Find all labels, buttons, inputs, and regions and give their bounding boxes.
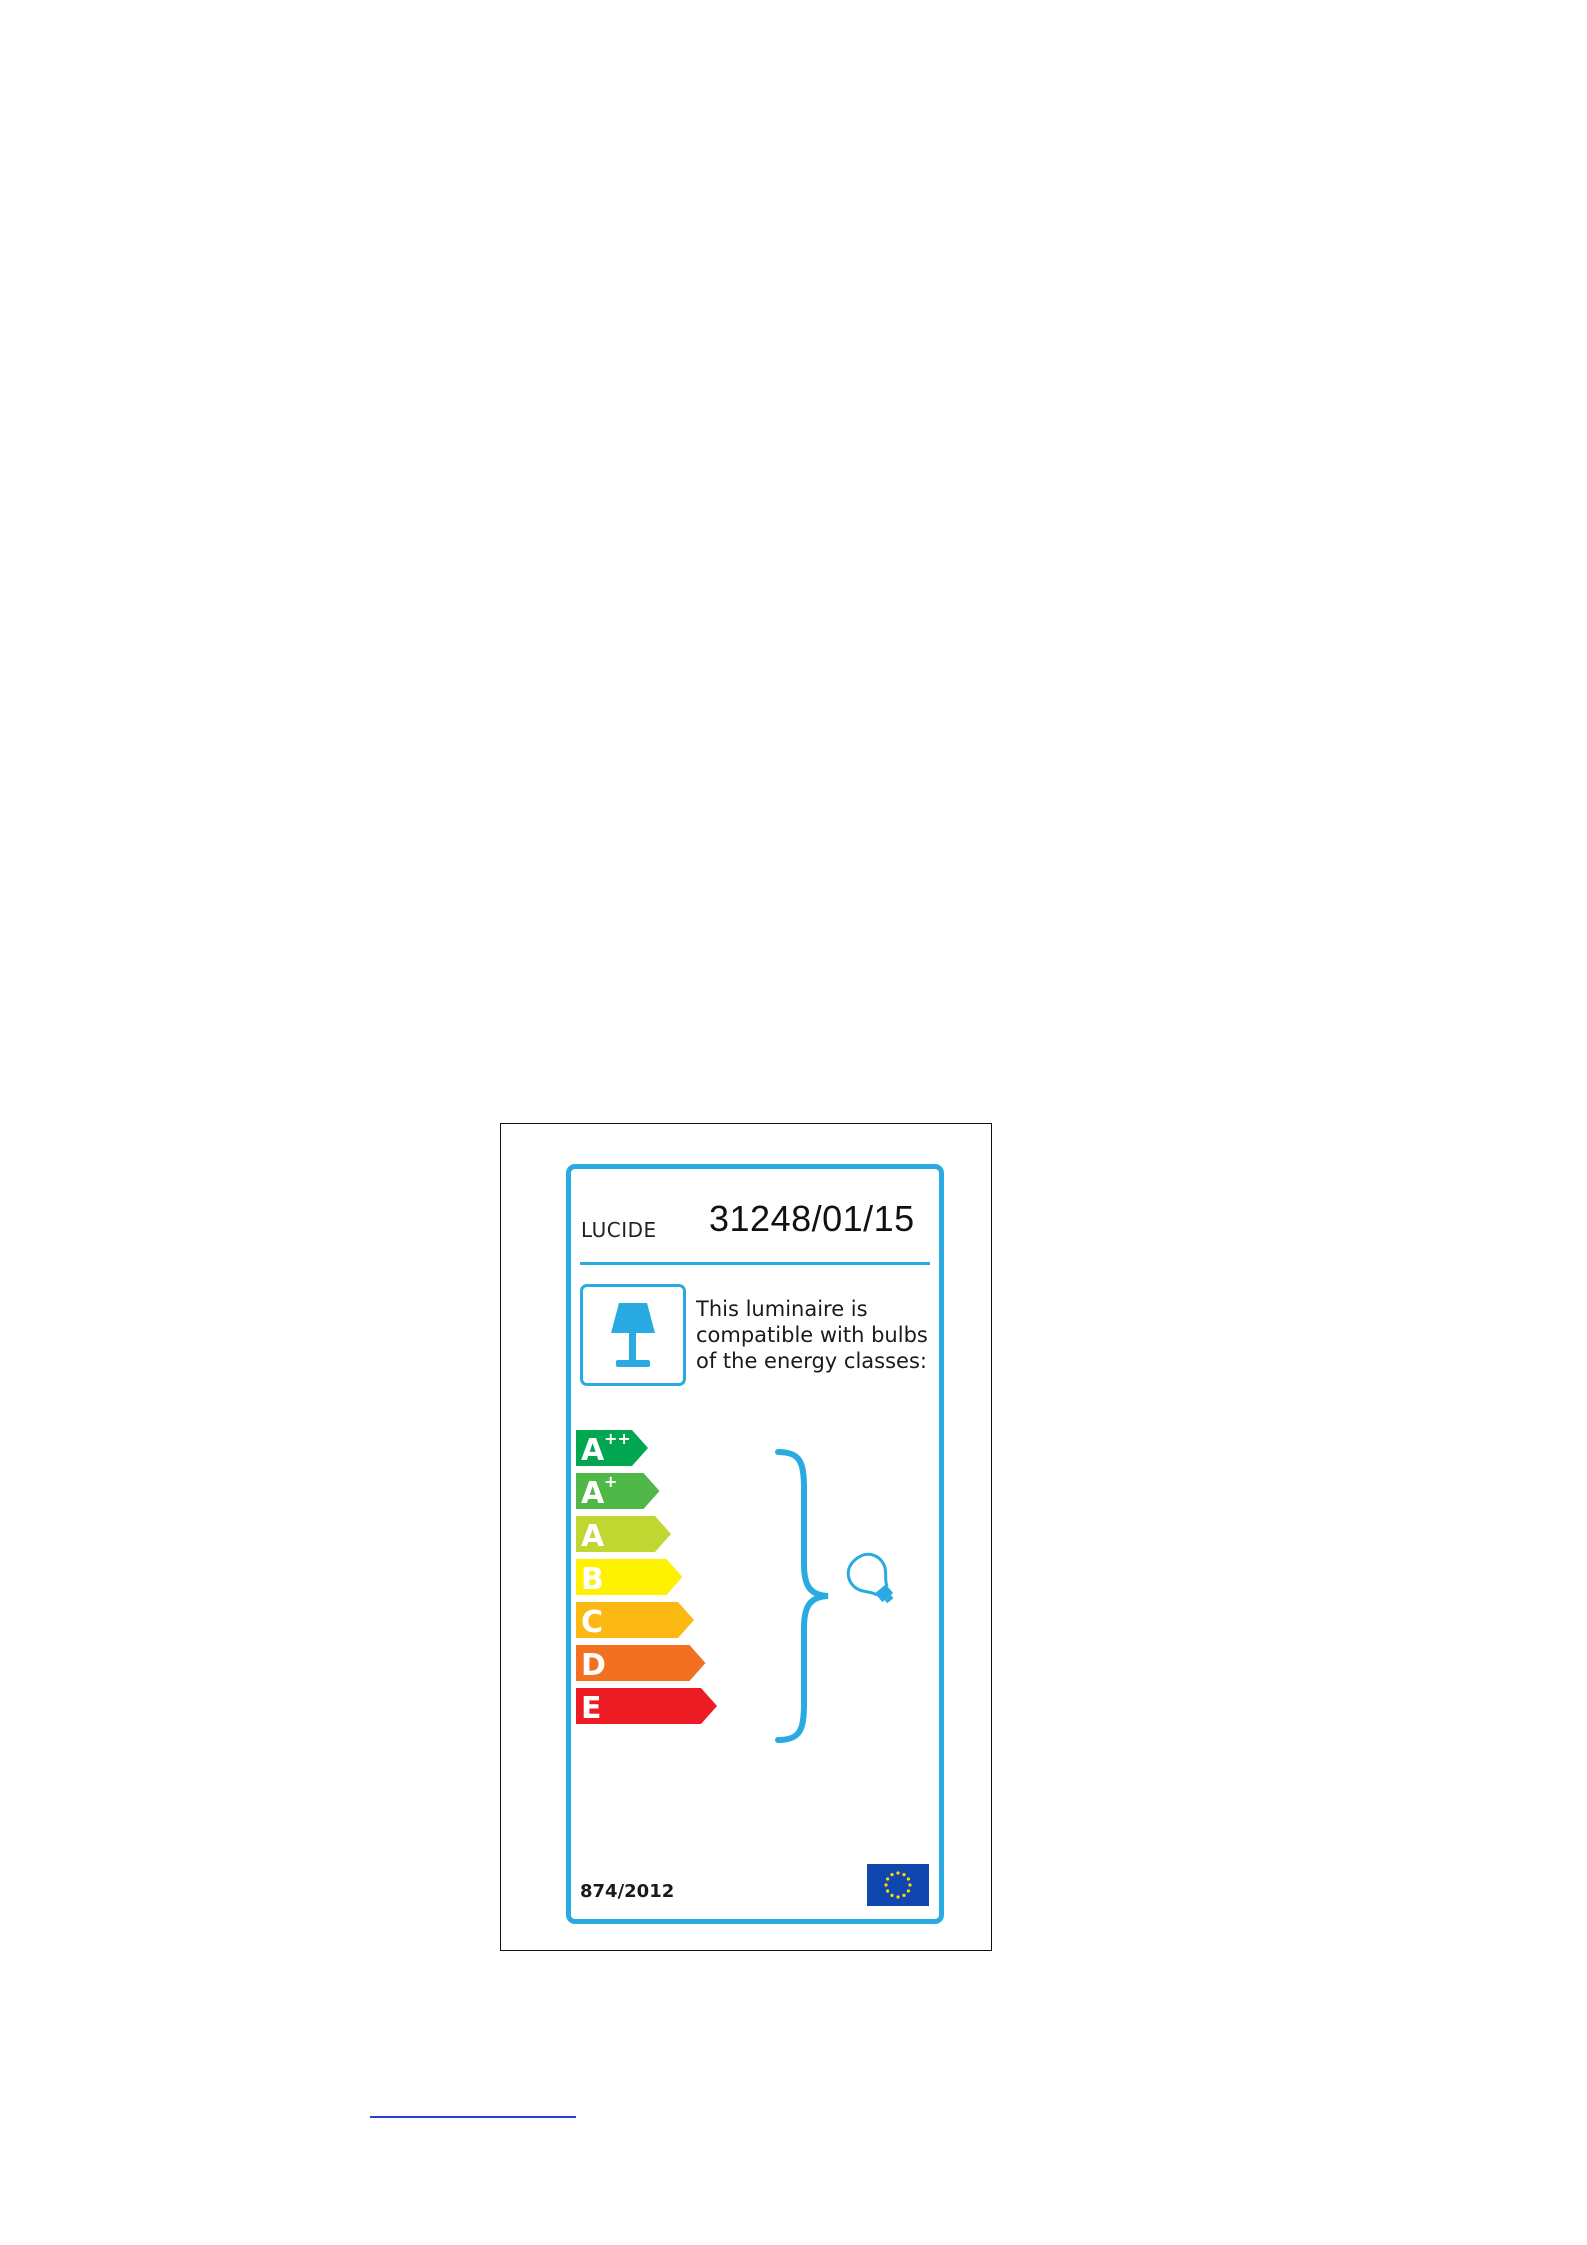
energy-class-7 [576, 1688, 717, 1726]
compatibility-statement [696, 1296, 936, 1374]
compatibility-line-2: compatible with bulbs [696, 1323, 928, 1347]
energy-class-letter: A [581, 1433, 605, 1468]
eu-star [896, 1895, 899, 1898]
energy-class-letter: D [581, 1648, 606, 1683]
energy-class-letter: E [581, 1691, 602, 1726]
eu-flag-icon [867, 1864, 929, 1906]
energy-class-letter: C [581, 1605, 604, 1640]
bulb-icon [838, 1545, 908, 1615]
energy-class-letter: A [581, 1519, 605, 1554]
energy-class-3 [576, 1516, 671, 1554]
header-divider [580, 1262, 930, 1265]
eu-star [908, 1883, 911, 1886]
eu-star [907, 1889, 910, 1892]
compatibility-line-3: of the energy classes: [696, 1349, 927, 1373]
footer-link[interactable] [370, 2104, 576, 2118]
energy-class-superscript: ++ [604, 1430, 631, 1448]
compatibility-line-1: This luminaire is [696, 1297, 868, 1321]
energy-class-superscript: + [604, 1472, 618, 1491]
eu-star [890, 1894, 893, 1897]
eu-star [886, 1877, 889, 1880]
energy-class-letter: A [581, 1476, 605, 1511]
eu-star [886, 1889, 889, 1892]
energy-class-5 [576, 1602, 694, 1640]
energy-class-scale [576, 1430, 756, 1750]
regulation-number: 874/2012 [580, 1881, 675, 1902]
energy-class-4 [576, 1559, 683, 1597]
eu-star [896, 1871, 899, 1874]
eu-star [902, 1873, 905, 1876]
eu-star [907, 1877, 910, 1880]
eu-star [890, 1873, 893, 1876]
eu-star [902, 1894, 905, 1897]
lamp-icon-box [580, 1284, 686, 1386]
energy-class-1 [576, 1430, 648, 1468]
brace-bracket-icon [770, 1446, 836, 1746]
lamp-icon [583, 1287, 683, 1383]
energy-class-2 [576, 1472, 660, 1511]
energy-class-6 [576, 1645, 706, 1683]
product-code: 31248/01/15 [709, 1198, 915, 1239]
eu-star [884, 1883, 887, 1886]
brand-name: LUCIDE [581, 1218, 657, 1242]
energy-class-letter: B [581, 1562, 604, 1597]
